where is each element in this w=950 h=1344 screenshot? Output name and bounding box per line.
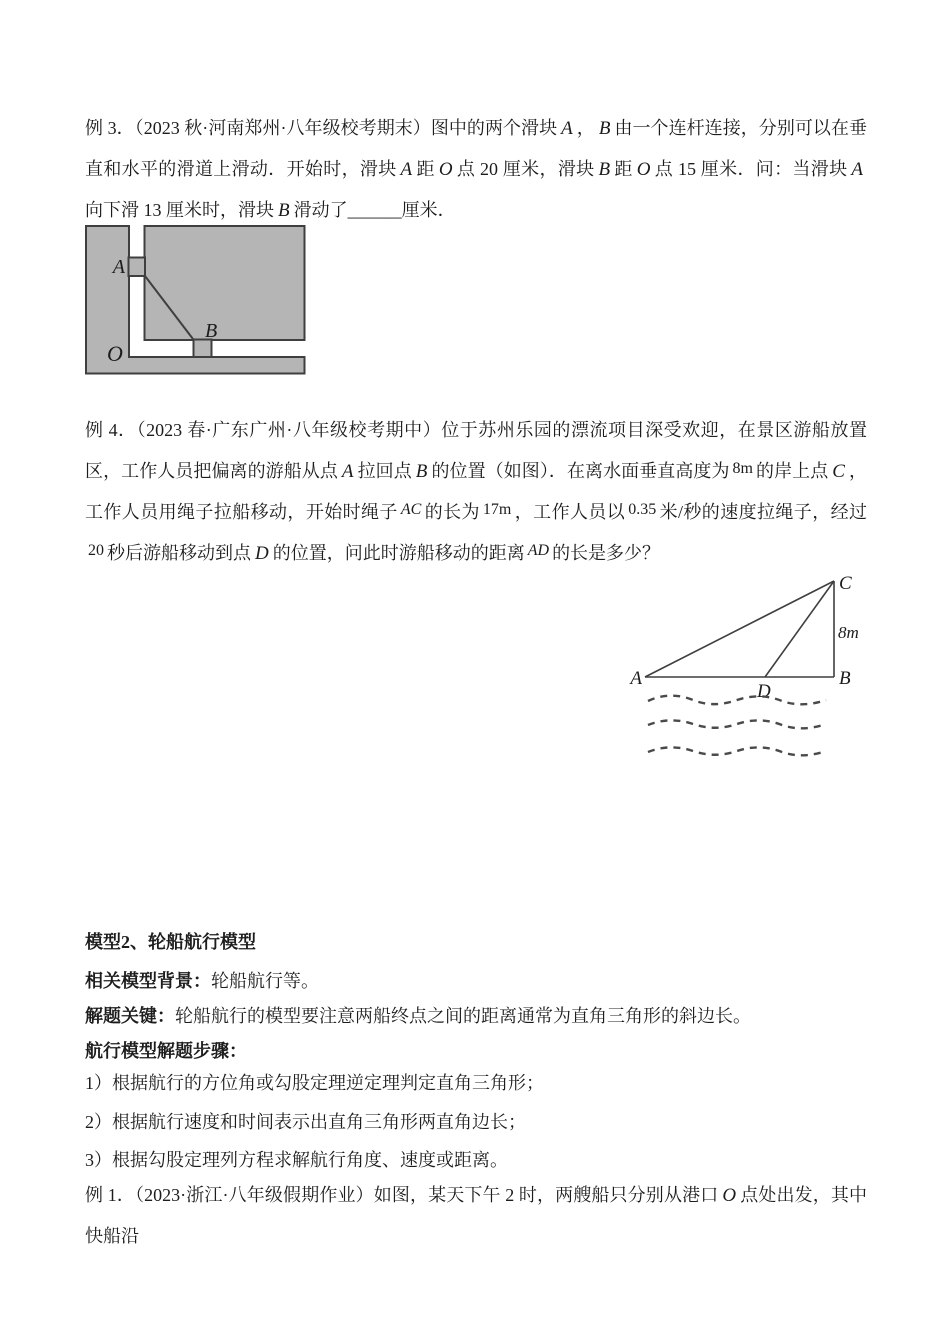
text-segment: 点处出发，其中快船沿 bbox=[85, 1185, 867, 1246]
example-4-problem-text bbox=[85, 411, 867, 573]
text-segment: 解题关键： bbox=[85, 1006, 175, 1026]
text-segment: B bbox=[278, 200, 290, 221]
text-segment: O bbox=[722, 1185, 737, 1206]
example-1-problem-text bbox=[85, 1175, 867, 1256]
figure1-label-a: A bbox=[112, 256, 125, 278]
text-segment: 点 20 厘米，滑块 bbox=[456, 159, 595, 179]
text-segment: AC bbox=[400, 501, 422, 518]
model-2-step-2: 2）根据航行速度和时间表示出直角三角形两直角边长； bbox=[85, 1112, 526, 1132]
text-segment: AD bbox=[527, 541, 550, 559]
segment-dc bbox=[765, 581, 834, 677]
text-segment: A bbox=[561, 118, 573, 139]
text-segment: 例 3．（2023 秋·河南郑州·八年级校考期末）图中的两个滑块 bbox=[85, 118, 558, 138]
text-segment: ， bbox=[576, 118, 595, 138]
model-2-steps-title: 航行模型解题步骤： bbox=[85, 1041, 247, 1061]
text-segment: A bbox=[400, 159, 413, 180]
text-segment: 米/秒的速度拉绳子，经过 bbox=[659, 502, 868, 522]
text-segment: O bbox=[438, 159, 453, 180]
text-segment: 由一个连杆连接，分别可以在垂直和水平的滑道上滑动．开始时，滑块 bbox=[85, 118, 868, 179]
text-segment: ，工作人员用绳子拉船移动，开始时绳子 bbox=[85, 460, 868, 522]
model-2-key-line bbox=[85, 996, 885, 1036]
text-segment: B bbox=[415, 460, 428, 482]
text-segment: B bbox=[598, 159, 611, 180]
text-segment: 的长为 bbox=[424, 502, 480, 522]
water-wave-line-3 bbox=[648, 747, 826, 755]
slider-block-a bbox=[129, 258, 146, 277]
text-segment: 的岸上点 bbox=[755, 460, 829, 481]
text-segment: 拉回点 bbox=[357, 460, 412, 481]
answer-blank: ______ bbox=[347, 200, 402, 220]
text-segment: A bbox=[341, 460, 354, 482]
text-segment: 轮船航行等。 bbox=[211, 971, 319, 991]
text-segment: 8m bbox=[732, 459, 753, 477]
text-segment: 20 bbox=[88, 541, 104, 559]
model-2-background-line bbox=[85, 961, 885, 1001]
figure2-label-a: A bbox=[630, 668, 642, 689]
upper-right-panel bbox=[145, 226, 305, 340]
text-segment: O bbox=[636, 159, 651, 180]
figure1-label-o: O bbox=[107, 341, 123, 366]
figure2-label-8m: 8m bbox=[838, 623, 859, 642]
text-segment: D bbox=[255, 542, 269, 564]
water-wave-line-2 bbox=[648, 720, 826, 728]
slider-block-b bbox=[194, 340, 212, 358]
text-segment: 的位置（如图）．在离水面垂直高度为 bbox=[431, 460, 730, 481]
text-segment: 17m bbox=[482, 501, 512, 518]
text-segment: A bbox=[851, 159, 864, 180]
boat-pulling-figure bbox=[615, 572, 880, 772]
text-segment: 滑动了 bbox=[293, 200, 348, 220]
water-wave-line-1 bbox=[648, 696, 826, 705]
text-segment: 相关模型背景： bbox=[85, 971, 211, 991]
figure2-label-c: C bbox=[839, 573, 852, 594]
figure2-label-d: D bbox=[757, 681, 771, 702]
text-segment: 秒后游船移动到点 bbox=[107, 542, 251, 563]
slider-block-figure bbox=[85, 225, 306, 375]
text-segment: 向下滑 13 厘米时，滑块 bbox=[85, 200, 274, 220]
text-segment: 的长是多少？ bbox=[552, 542, 661, 563]
text-segment: 轮船航行的模型要注意两船终点之间的距离通常为直角三角形的斜边长。 bbox=[175, 1006, 751, 1026]
segment-ac bbox=[645, 581, 834, 677]
model-2-step-3: 3）根据勾股定理列方程求解航行角度、速度或距离。 bbox=[85, 1150, 508, 1170]
text-segment: 例 4．（2023 春·广东广州·八年级校考期中）位于苏州乐园的漂流项目深受欢迎，在景区游船放置区，工作人员把偏离的游船从点 bbox=[85, 420, 867, 481]
figure1-label-b: B bbox=[205, 320, 218, 342]
example-3-problem-text bbox=[85, 108, 867, 231]
text-segment: 0.35 bbox=[628, 501, 657, 518]
text-segment: 的位置，问此时游船移动的距离 bbox=[272, 542, 525, 563]
text-segment: 点 15 厘米．问：当滑块 bbox=[654, 159, 848, 179]
text-segment: 厘米． bbox=[401, 200, 456, 220]
text-segment: ，工作人员以 bbox=[514, 502, 626, 522]
model-2-title: 模型2、轮船航行模型 bbox=[85, 932, 256, 952]
model-2-step-1: 1）根据航行的方位角或勾股定理逆定理判定直角三角形； bbox=[85, 1073, 544, 1093]
text-segment: 距 bbox=[416, 159, 435, 179]
text-segment: C bbox=[832, 460, 845, 482]
text-segment: 距 bbox=[614, 159, 633, 179]
text-segment: B bbox=[598, 118, 611, 139]
text-segment: 例 1．（2023·浙江·八年级假期作业）如图，某天下午 2 时，两艘船只分别从港口 bbox=[85, 1185, 719, 1205]
figure2-label-b: B bbox=[839, 668, 851, 689]
